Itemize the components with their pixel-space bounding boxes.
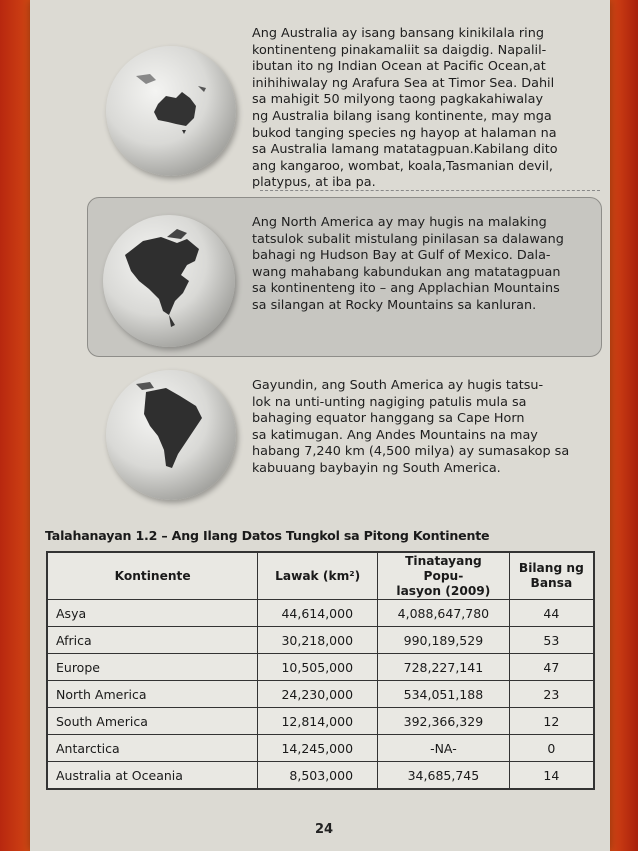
cell-countries: 44: [509, 600, 594, 627]
table-row: [47, 708, 594, 735]
cell-countries: 12: [509, 708, 594, 735]
textbook-page: [30, 0, 610, 851]
cell-population: 728,227,141: [378, 654, 510, 681]
table-row: [47, 627, 594, 654]
table-row: [47, 681, 594, 708]
table-header-row: [47, 552, 594, 600]
cell-continent: North America: [47, 681, 258, 708]
cell-continent: Australia at Oceania: [47, 762, 258, 790]
north-america-paragraph: Ang North America ay may hugis na malaking tatsulok subalit mistulang pinilasan sa dalawang bahagi ng Hudson Bay at Gulf of Mexico. Dala- wang mahabang kabundukan ang matatagpuan sa kontinenteng ito – ang Applachian Mountains sa silangan at Rocky Mountains sa kanluran.: [252, 215, 564, 313]
cell-population: 392,366,329: [378, 708, 510, 735]
cell-area: 24,230,000: [258, 681, 378, 708]
cell-countries: 47: [509, 654, 594, 681]
cell-continent: South America: [47, 708, 258, 735]
cell-population: 34,685,745: [378, 762, 510, 790]
cell-continent: Asya: [47, 600, 258, 627]
table-row: [47, 600, 594, 627]
continents-table: [46, 551, 595, 790]
cell-population: 534,051,188: [378, 681, 510, 708]
cell-continent: Antarctica: [47, 735, 258, 762]
australia-paragraph: Ang Australia ay isang bansang kinikilala ring kontinenteng pinakamaliit sa daigdig. Napalil- ibutan ito ng Indian Ocean at Pacific Ocean,at inihihiwalay ng Arafura Sea at Timor Sea. Dahil sa mahigit 50 milyong taong pagkakahiwalay ng Australia bilang isang kontinente, may mga bukod tanging species ng hayop at halaman na sa Australia lamang matatagpuan.Kabilang dito ang kangaroo, wombat, koala,Tasmanian devil, platypus, at iba pa.: [252, 26, 558, 191]
cell-area: 44,614,000: [258, 600, 378, 627]
header-populasyon: Tinatayang Popu- lasyon (2009): [378, 552, 510, 600]
globe-south-america-icon: [106, 370, 236, 500]
cell-countries: 0: [509, 735, 594, 762]
cell-area: 10,505,000: [258, 654, 378, 681]
cell-population: -NA-: [378, 735, 510, 762]
table-row: [47, 654, 594, 681]
globe-australia-icon: [106, 46, 236, 176]
south-america-paragraph: Gayundin, ang South America ay hugis tatsu- lok na unti-unting nagiging patulis mula sa bahaging equator hanggang sa Cape Horn sa katimugan. Ang Andes Mountains na may habang 7,240 km (4,500 milya) ay sumasakop sa kabuuang baybayin ng South America.: [252, 378, 570, 476]
cell-area: 8,503,000: [258, 762, 378, 790]
globe-north-america-icon: [103, 215, 235, 347]
divider: [260, 190, 600, 191]
cell-population: 4,088,647,780: [378, 600, 510, 627]
cell-continent: Europe: [47, 654, 258, 681]
table-row: [47, 762, 594, 790]
header-bilang-bansa: Bilang ng Bansa: [509, 552, 594, 600]
cell-countries: 23: [509, 681, 594, 708]
table-caption: Talahanayan 1.2 – Ang Ilang Datos Tungkol sa Pitong Kontinente: [45, 528, 490, 543]
cell-area: 30,218,000: [258, 627, 378, 654]
cell-population: 990,189,529: [378, 627, 510, 654]
cell-continent: Africa: [47, 627, 258, 654]
cell-area: 12,814,000: [258, 708, 378, 735]
header-lawak: Lawak (km²): [258, 552, 378, 600]
cell-countries: 53: [509, 627, 594, 654]
table-row: [47, 735, 594, 762]
cell-area: 14,245,000: [258, 735, 378, 762]
page-number: 24: [315, 822, 334, 837]
header-kontinente: Kontinente: [47, 552, 258, 600]
cell-countries: 14: [509, 762, 594, 790]
